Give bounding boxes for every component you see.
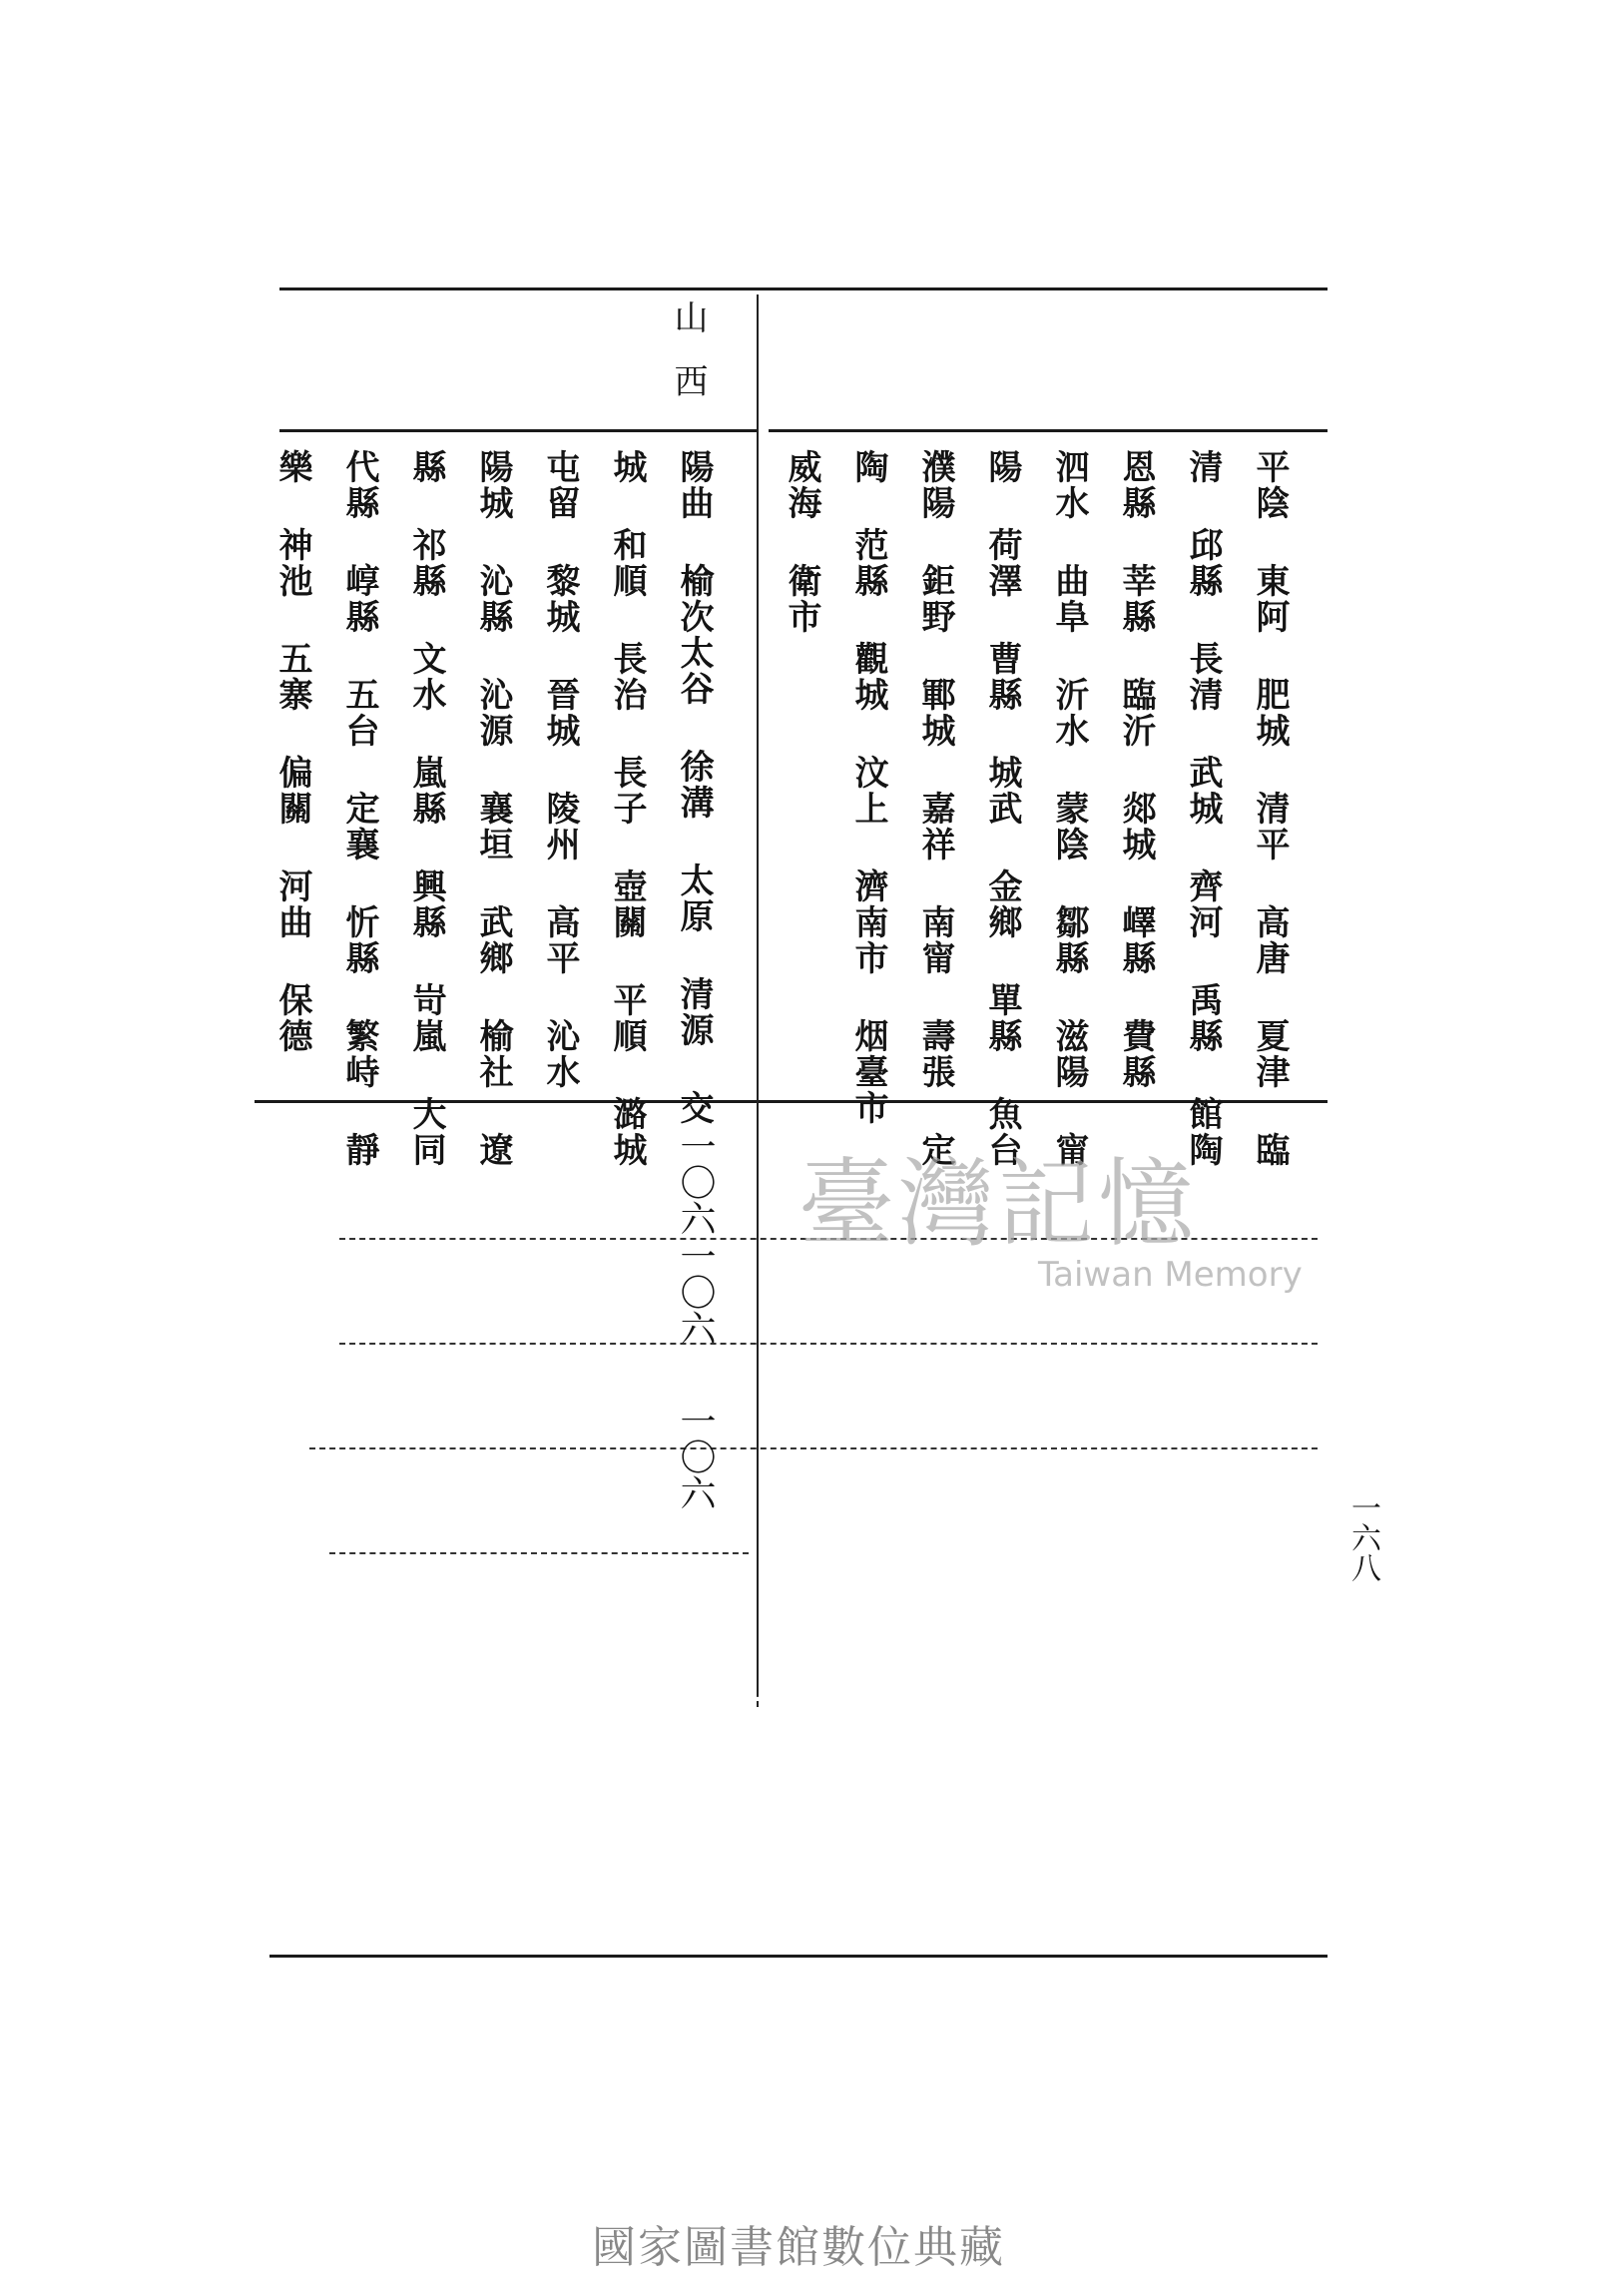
shanxi-column: 陽城 沁縣 沁源 襄垣 武鄉 榆社 遼 (473, 449, 513, 1168)
table-mid-rule-right (769, 429, 1328, 432)
shanxi-column: 屯留 黎城 晉城 陵州 高平 沁水 (540, 449, 580, 1090)
shanxi-column: 城 和順 長治 長子 壺關 平順 潞城 (607, 449, 647, 1168)
shandong-column: 恩縣 莘縣 臨沂 郯城 嶧縣 費縣 (1116, 449, 1156, 1090)
table-row-rule (339, 1343, 1318, 1345)
table-top-rule (279, 287, 1328, 290)
table-bottom-rule (269, 1955, 1328, 1958)
archive-footer: 國家圖書館數位典藏 (592, 2222, 1005, 2273)
watermark-en: Taiwan Memory (1038, 1255, 1303, 1295)
watermark (798, 1128, 1318, 1328)
table-row-rule (329, 1552, 749, 1554)
shandong-column: 威海 衛市 (782, 449, 821, 635)
shandong-column: 濮陽 鉅野 鄆城 嘉祥 南甯 壽張 定 (915, 449, 955, 1168)
province-heading: 山西 (668, 299, 708, 427)
table-center-divider-lower (757, 1108, 759, 1707)
shandong-column: 陽 荷澤 曹縣 城武 金鄉 單縣 魚台 (982, 449, 1022, 1168)
shanxi-column: 陽曲 榆次太谷 徐溝 太原 清源 交 (674, 449, 714, 1126)
code-value: 一〇六 (675, 1128, 716, 1236)
shandong-column: 平陰 東阿 肥城 清平 高唐 夏津 臨 (1250, 449, 1290, 1168)
shandong-column: 泗水 曲阜 沂水 蒙陰 鄒縣 滋陽 甯 (1049, 449, 1089, 1168)
watermark-cn: 臺灣記憶 (798, 1148, 1198, 1260)
page-number: 一六八 (1345, 1492, 1380, 1582)
shanxi-column: 樂 神池 五寨 偏關 河曲 保德 (272, 449, 312, 1054)
code-value: 一〇六 (675, 1238, 716, 1346)
table-mid-rule-left (279, 429, 759, 432)
shanxi-column: 縣 祁縣 文水 嵐縣 興縣 岢嵐 大同 (406, 449, 446, 1168)
table-row-rule (309, 1447, 1318, 1449)
code-value: 一〇六 (675, 1403, 716, 1510)
shanxi-column: 代縣 崞縣 五台 定襄 忻縣 繁峙 靜 (339, 449, 379, 1168)
shandong-column: 清 邱縣 長清 武城 齊河 禹縣 館陶 (1183, 449, 1223, 1168)
shandong-column: 陶 范縣 觀城 汶上 濟南市 烟臺市 (848, 449, 888, 1126)
